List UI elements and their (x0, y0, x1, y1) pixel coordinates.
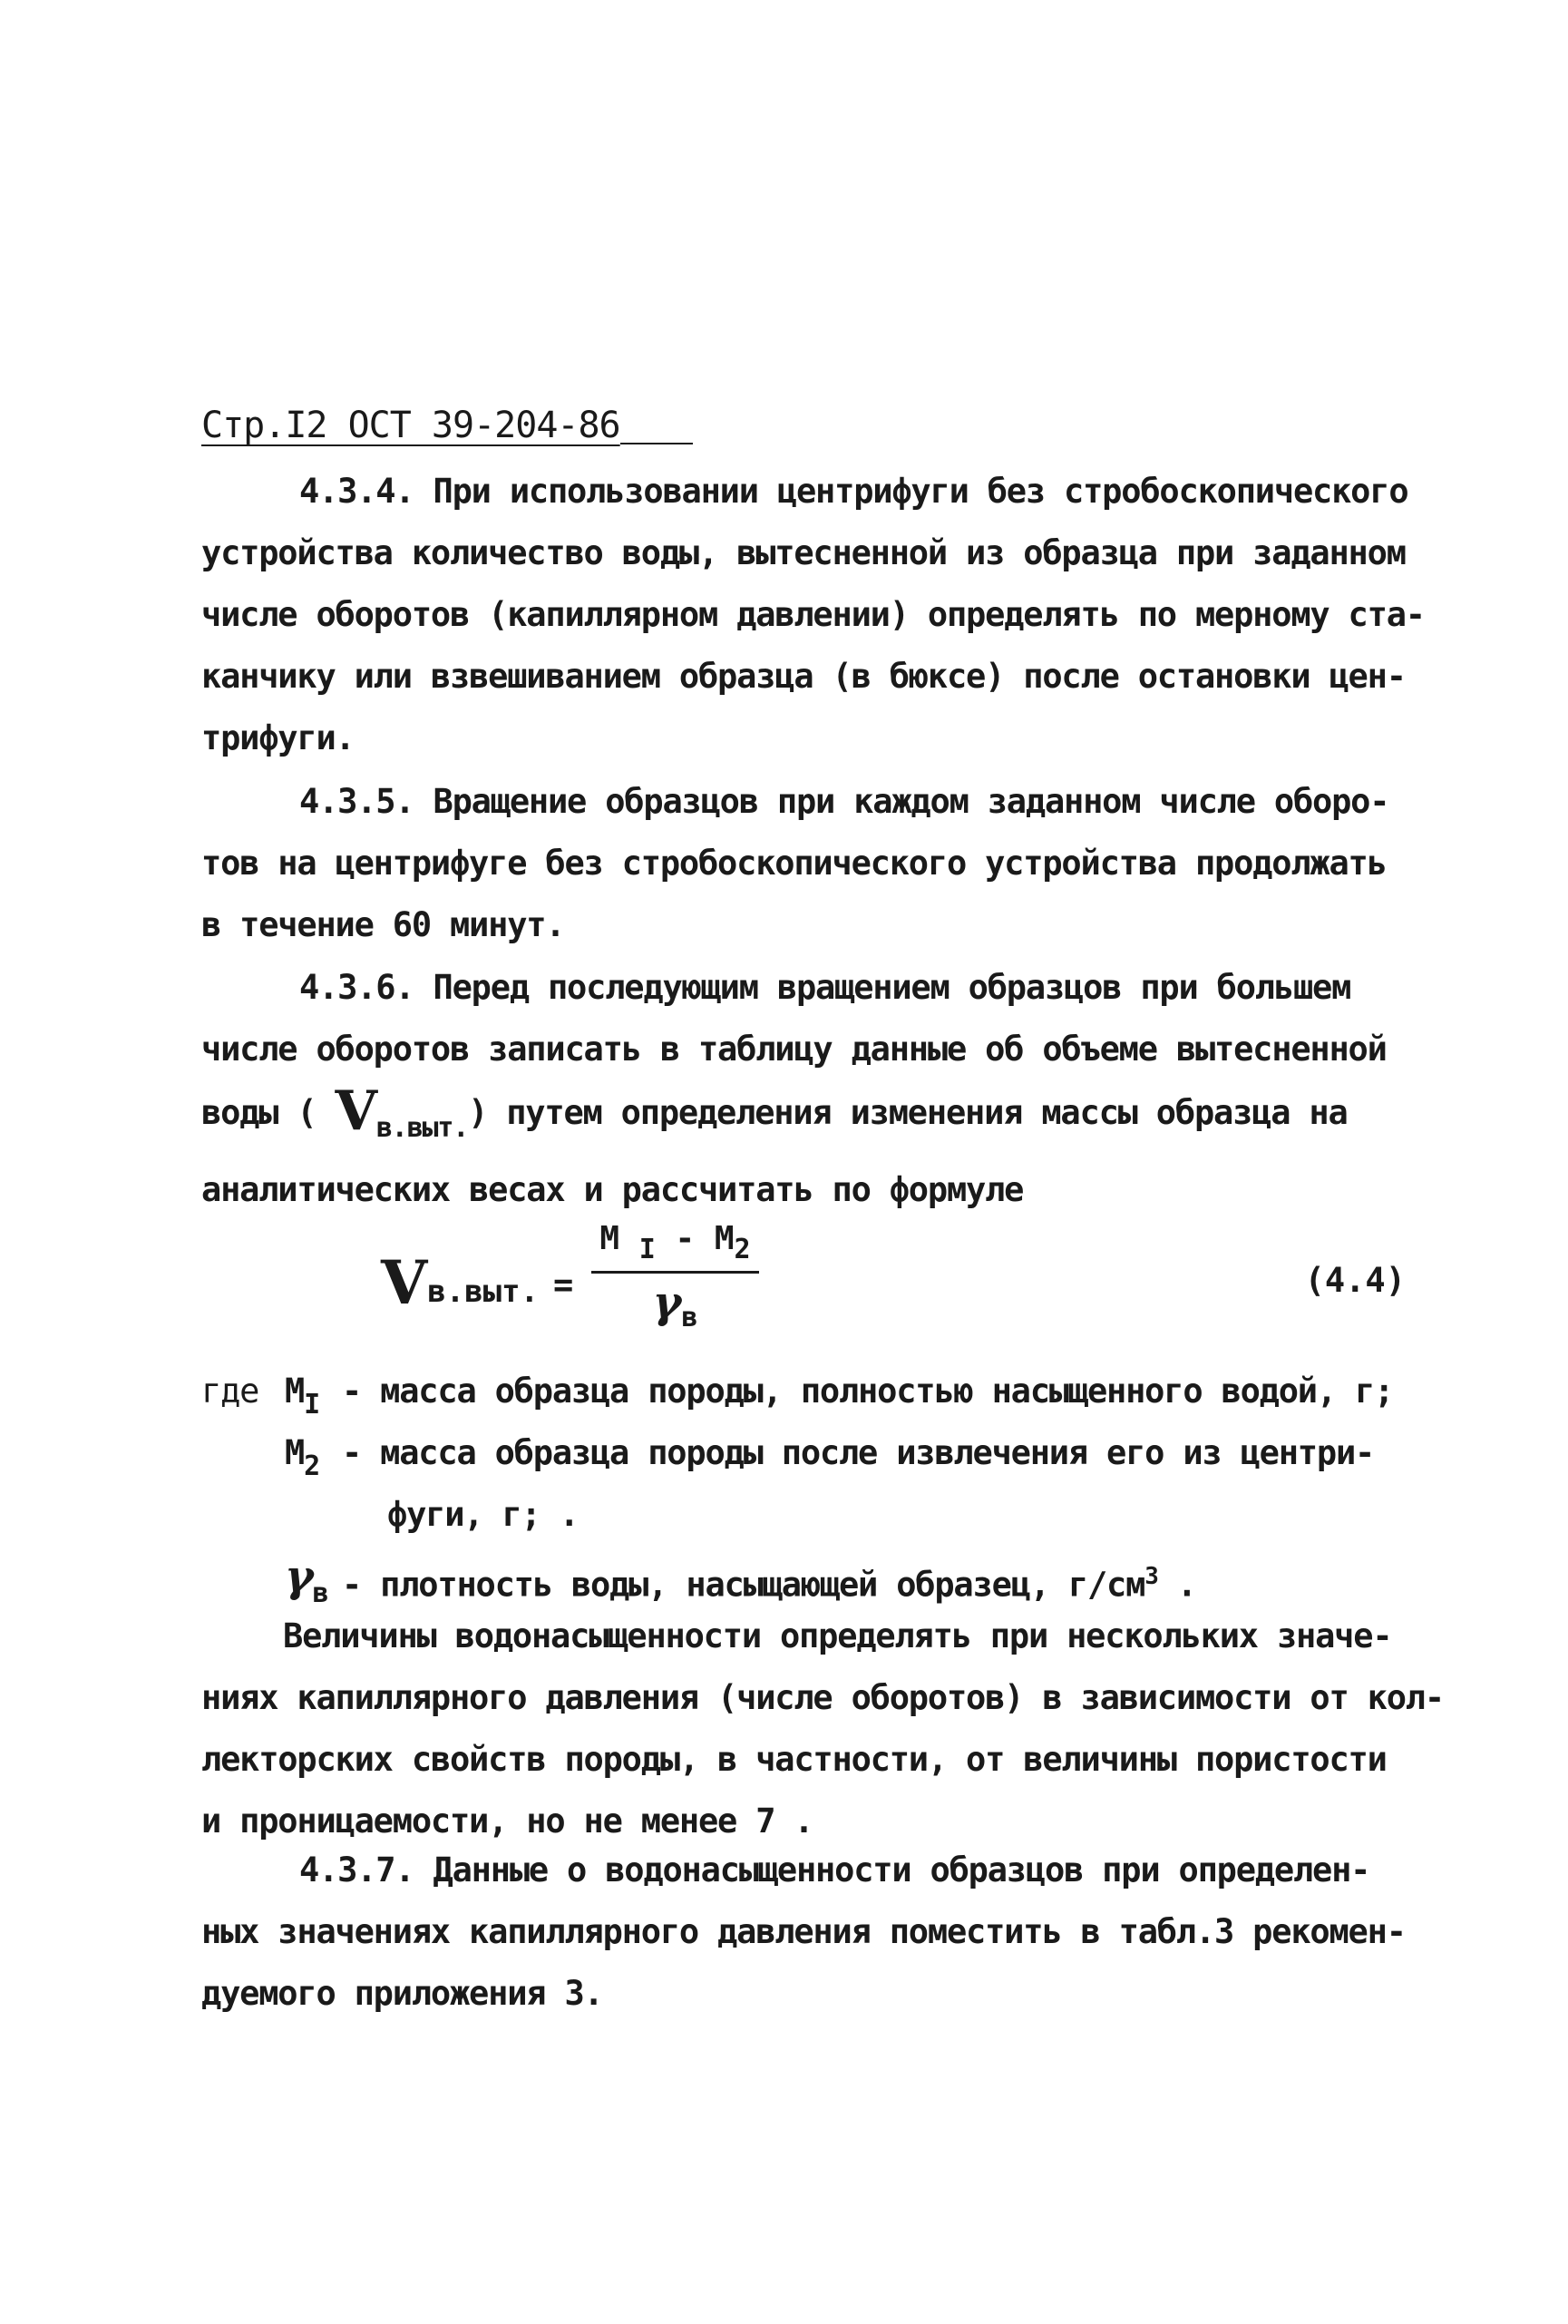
text-line: 4.3.7. Данные о водонасыщенности образцов при определен- (299, 1850, 1370, 1889)
gamma-sub: в (312, 1577, 328, 1609)
m2-letter: М (285, 1433, 305, 1472)
text-line: 4.3.4. При использовании центрифуги без стробоскопического (299, 472, 1408, 511)
text-line: трифуги. (201, 718, 355, 757)
cube-superscript: 3 (1144, 1563, 1158, 1590)
minus-sign: - (655, 1220, 715, 1257)
m1-subscript: I (638, 1234, 656, 1265)
formula-equals: = (553, 1265, 574, 1304)
legend-desc-m2: - масса образца породы после извлечения его из центри- (342, 1433, 1375, 1472)
header-underline (620, 443, 693, 444)
m1-symbol: М (599, 1220, 620, 1257)
text-line: в течение 60 минут. (201, 905, 565, 944)
gamma-desc-text: - плотность воды, насыщающей образец, г/см (342, 1565, 1145, 1605)
gamma-symbol: γ (652, 1277, 682, 1328)
volume-symbol: V (335, 1079, 376, 1143)
m2-symbol: М (714, 1220, 735, 1257)
text-line: канчику или взвешиванием образца (в бюксе) после остановки цен- (201, 657, 1406, 696)
text-fragment: ) путем определения изменения массы образца на (468, 1093, 1348, 1132)
m1-sub: I (304, 1389, 319, 1421)
text-line: устройства количество воды, вытесненной из образца при заданном (201, 533, 1406, 572)
formula-v-subscript: в.выт. (427, 1274, 540, 1310)
formula-denominator (591, 1277, 759, 1333)
m1-letter: М (285, 1372, 305, 1411)
fraction-bar (591, 1271, 759, 1274)
formula-numerator (591, 1220, 759, 1265)
text-line: аналитических весах и рассчитать по формуле (201, 1170, 1024, 1209)
text-line: Величины водонасыщенности определять при нескольких значе- (283, 1616, 1392, 1655)
text-line: 4.3.5. Вращение образцов при каждом заданном числе оборо- (299, 782, 1389, 821)
legend-symbol-m2 (285, 1422, 319, 1498)
legend-desc-m1: - масса образца породы, полностью насыщенного водой, г; (342, 1372, 1394, 1411)
section-4-3-7 (201, 1840, 1407, 2025)
text-line: 4.3.6. Перед последующим вращением образцов при большем (299, 968, 1351, 1007)
text-line: ных значениях капиллярного давления поместить в табл.3 рекомен- (201, 1912, 1406, 1951)
text-line: числе оборотов (капиллярном давлении) определять по мерному ста- (201, 595, 1425, 634)
formula-number: (4.4) (1304, 1261, 1406, 1300)
m2-subscript: 2 (734, 1234, 751, 1265)
text-fragment: воды ( (201, 1093, 336, 1132)
text-line: лекторских свойств породы, в частности, от величины пористости (201, 1740, 1387, 1779)
header-text: Стр.I2 ОСТ 39-204-86 (201, 405, 620, 446)
text-line: и проницаемости, но не менее 7 . (201, 1802, 813, 1841)
text-line: тов на центрифуге без стробоскопического устройства продолжать (201, 844, 1387, 883)
formula-lhs (381, 1247, 539, 1318)
paragraph-water-saturation (201, 1606, 1444, 1852)
text-line-with-symbol (201, 1080, 1407, 1159)
gamma-subscript: в (681, 1302, 698, 1333)
section-4-3-5 (201, 771, 1407, 956)
section-4-3-6 (201, 957, 1407, 1221)
page-header (201, 405, 693, 446)
m2-sub: 2 (304, 1450, 319, 1482)
gamma-letter: γ (285, 1551, 313, 1602)
section-4-3-4 (201, 461, 1425, 769)
gamma-desc-end: . (1157, 1565, 1196, 1605)
volume-subscript: в.выт. (375, 1112, 469, 1144)
formula-fraction (591, 1220, 759, 1333)
where-label: где (201, 1372, 259, 1411)
formula-4-4 (381, 1220, 1406, 1347)
text-line: числе оборотов записать в таблицу данные об объеме вытесненной (201, 1030, 1387, 1069)
text-line: ниях капиллярного давления (числе оборотов) в зависимости от кол- (201, 1678, 1444, 1717)
text-line: дуемого приложения 3. (201, 1974, 603, 2013)
formula-v-symbol: V (381, 1247, 428, 1318)
legend-desc-m2-cont: фуги, г; . (387, 1495, 579, 1534)
